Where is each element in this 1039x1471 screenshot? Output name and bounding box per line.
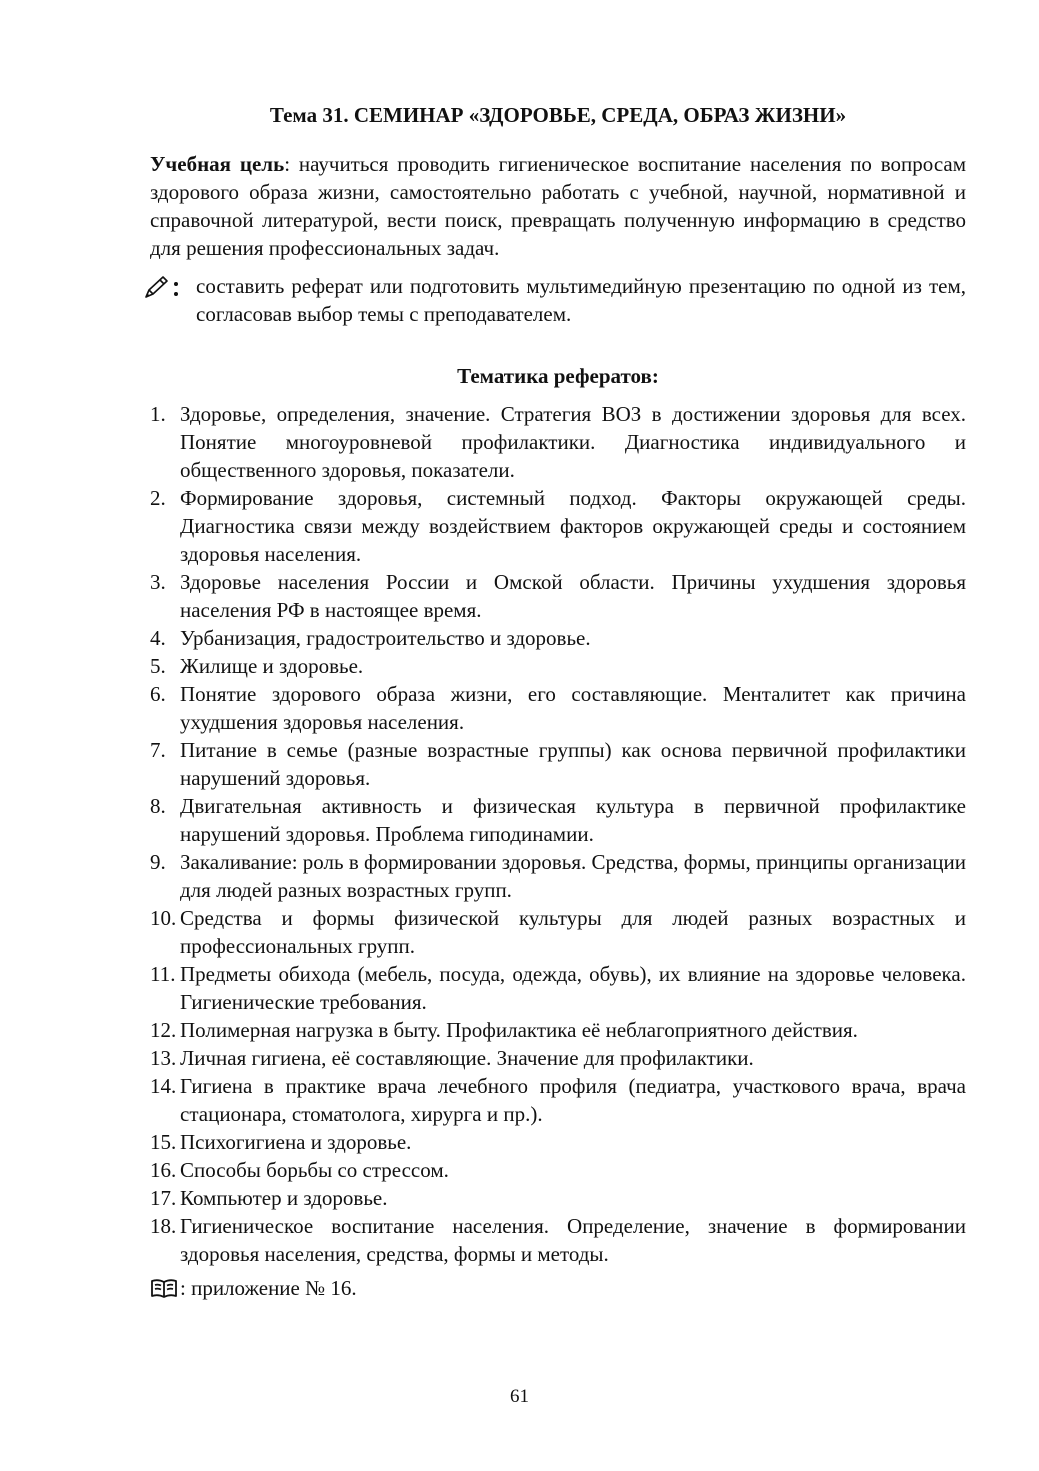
topic-number: 13. xyxy=(150,1046,177,1070)
topics-title: Тематика рефератов: xyxy=(457,364,659,388)
topic-item xyxy=(150,1044,966,1072)
open-book-icon xyxy=(150,1277,178,1299)
topic-item xyxy=(150,1016,966,1044)
topic-text: Способы борьбы со стрессом. xyxy=(180,1158,449,1182)
learning-goal-label: Учебная цель xyxy=(150,152,285,176)
topic-item xyxy=(150,652,966,680)
topic-text: Формирование здоровья, системный подход. Факторы окружающей среды. Диагностика связи между воздействием факторов окружающей среды и состоянием здоровья населения. xyxy=(180,486,966,566)
assignment xyxy=(150,272,966,328)
topic-text: Гигиеническое воспитание населения. Определение, значение в формировании здоровья населения, средства, формы и методы. xyxy=(180,1214,966,1266)
topic-text: Питание в семье (разные возрастные группы) как основа первичной профилактики нарушений здоровья. xyxy=(180,738,966,790)
topic-item xyxy=(150,848,966,904)
topic-item xyxy=(150,904,966,960)
topic-number: 7. xyxy=(150,738,166,762)
topic-item xyxy=(150,568,966,624)
topic-item xyxy=(150,1156,966,1184)
topic-number: 16. xyxy=(150,1158,177,1182)
topic-number: 5. xyxy=(150,654,166,678)
topic-text: Здоровье, определения, значение. Стратегия ВОЗ в достижении здоровья для всех. Понятие многоуровневой профилактики. Диагностика индивидуального и общественного здоровья, показатели. xyxy=(180,402,966,482)
learning-goal-text: : научиться проводить гигиеническое воспитание населения по вопросам здорового образа жизни, самостоятельно работать с учебной, научной, нормативной и справочной литературой, вести поиск, превращать полученную информацию в средство для решения профессиональных задач. xyxy=(150,152,967,260)
topic-number: 17. xyxy=(150,1186,177,1210)
topic-item xyxy=(150,1184,966,1212)
topic-number: 18. xyxy=(150,1214,177,1238)
topic-text: Урбанизация, градостроительство и здоровье. xyxy=(180,626,591,650)
assignment-text: составить реферат или подготовить мультимедийную презентацию по одной из тем, согласовав выбор темы с преподавателем. xyxy=(196,274,966,326)
topic-item xyxy=(150,484,966,568)
appendix-reference xyxy=(150,1274,966,1302)
topic-item xyxy=(150,736,966,792)
topic-number: 4. xyxy=(150,626,166,650)
topic-text: Компьютер и здоровье. xyxy=(180,1186,388,1210)
topic-item xyxy=(150,1072,966,1128)
learning-goal xyxy=(150,150,966,262)
appendix-text: : приложение № 16. xyxy=(180,1276,357,1300)
topic-text: Понятие здорового образа жизни, его составляющие. Менталитет как причина ухудшения здоровья населения. xyxy=(180,682,966,734)
topic-text: Здоровье населения России и Омской области. Причины ухудшения здоровья населения РФ в настоящее время. xyxy=(180,570,966,622)
topic-item xyxy=(150,960,966,1016)
topic-text: Двигательная активность и физическая культура в первичной профилактике нарушений здоровья. Проблема гиподинамии. xyxy=(180,794,966,846)
topics-list xyxy=(150,400,966,1268)
topic-number: 3. xyxy=(150,570,166,594)
pencil-icon xyxy=(142,274,182,300)
topic-text: Гигиена в практике врача лечебного профиля (педиатра, участкового врача, врача стационара, стоматолога, хирурга и пр.). xyxy=(180,1074,966,1126)
topic-number: 1. xyxy=(150,402,166,426)
topic-item xyxy=(150,624,966,652)
topic-item xyxy=(150,400,966,484)
topic-number: 9. xyxy=(150,850,166,874)
topic-number: 11. xyxy=(150,962,176,986)
topic-text: Предметы обихода (мебель, посуда, одежда, обувь), их влияние на здоровье человека. Гигиенические требования. xyxy=(180,962,966,1014)
topic-number: 14. xyxy=(150,1074,177,1098)
topic-text: Полимерная нагрузка в быту. Профилактика её неблагоприятного действия. xyxy=(180,1018,858,1042)
topic-number: 6. xyxy=(150,682,166,706)
page-number: 61 xyxy=(510,1386,529,1407)
topic-number: 12. xyxy=(150,1018,177,1042)
topic-text: Жилище и здоровье. xyxy=(180,654,364,678)
topic-number: 8. xyxy=(150,794,166,818)
page-title: Тема 31. СЕМИНАР «ЗДОРОВЬЕ, СРЕДА, ОБРАЗ ЖИЗНИ» xyxy=(269,103,847,127)
document-page xyxy=(150,100,966,1302)
topic-number: 2. xyxy=(150,486,166,510)
topic-item xyxy=(150,680,966,736)
topic-text: Закаливание: роль в формировании здоровья. Средства, формы, принципы организации для людей разных возрастных групп. xyxy=(180,850,966,902)
topic-item xyxy=(150,1128,966,1156)
topic-text: Психогигиена и здоровье. xyxy=(180,1130,412,1154)
topic-text: Личная гигиена, её составляющие. Значение для профилактики. xyxy=(180,1046,754,1070)
topic-text: Средства и формы физической культуры для людей разных возрастных и профессиональных групп. xyxy=(180,906,966,958)
topic-number: 15. xyxy=(150,1130,177,1154)
topic-item xyxy=(150,1212,966,1268)
topic-number: 10. xyxy=(150,906,177,930)
topic-item xyxy=(150,792,966,848)
